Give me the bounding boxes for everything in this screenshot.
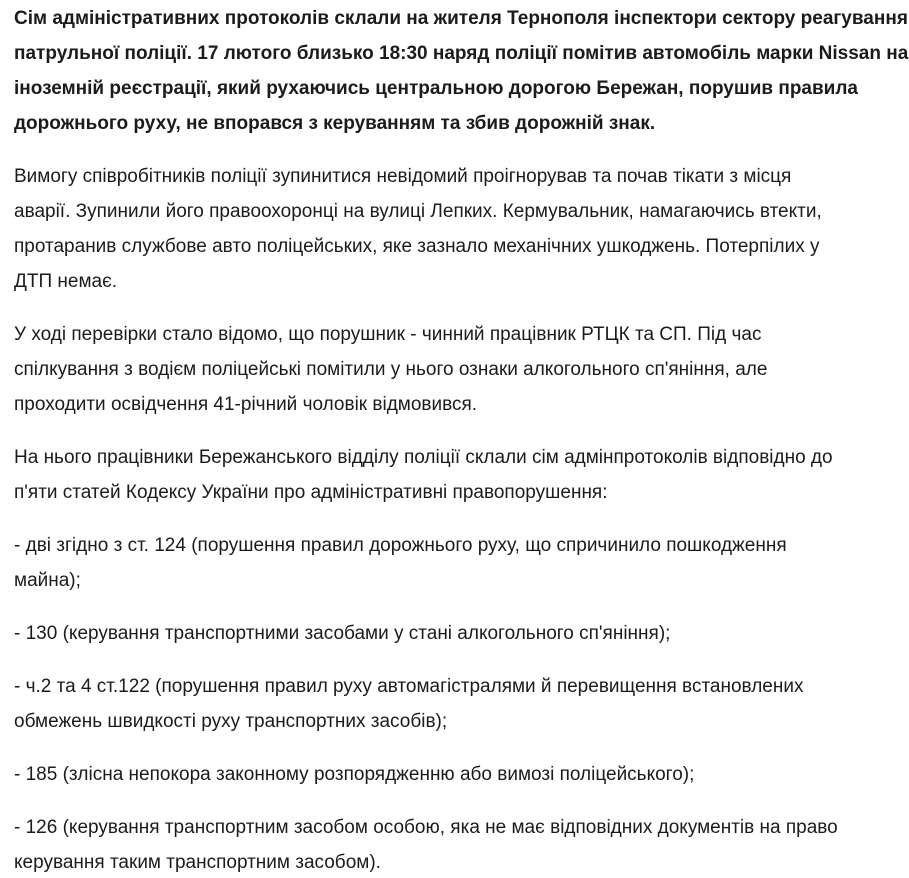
text-line: - 126 (керування транспортним засобом особою, яка не має відповідних документів на право (14, 817, 838, 838)
text-line: У ході перевірки стало відомо, що порушник - чинний працівник РТЦК та СП. Під час (14, 324, 762, 345)
list-item-article-185 (14, 757, 909, 792)
text-line: На нього працівники Бережанського відділу поліції склали сім адмінпротоколів відповідно до (14, 447, 833, 468)
text-line: спілкування з водієм поліцейські помітили у нього ознаки алкогольного сп'яніння, але (14, 359, 768, 380)
text-line: обмежень швидкості руху транспортних засобів); (14, 711, 448, 732)
lead-line: дорожнього руху, не впорався з керуванням та збив дорожній знак. (14, 113, 656, 134)
text-line: - 185 (злісна непокора законному розпорядженню або вимозі поліцейського); (14, 764, 695, 785)
paragraph-check (14, 317, 909, 422)
paragraph-escape (14, 159, 909, 299)
list-item-article-126 (14, 810, 909, 878)
list-item-article-130 (14, 616, 909, 651)
text-line: керування таким транспортним засобом). (14, 852, 381, 873)
lead-line: Сім адміністративних протоколів склали на жителя Тернополя інспектори сектору реагування (14, 8, 908, 29)
text-line: - дві згідно з ст. 124 (порушення правил дорожнього руху, що спричинило пошкодження (14, 535, 787, 556)
lead-line: патрульної поліції. 17 лютого близько 18:30 наряд поліції помітив автомобіль марки Nissan на (14, 43, 909, 64)
text-line: проходити освідчення 41-річний чоловік відмовився. (14, 394, 478, 415)
paragraph-protocols (14, 440, 909, 510)
list-item-article-122 (14, 669, 909, 739)
lead-paragraph (14, 1, 909, 141)
text-line: Вимогу співробітників поліції зупинитися невідомий проігнорував та почав тікати з місця (14, 166, 792, 187)
text-line: ДТП немає. (14, 271, 118, 292)
list-item-article-124 (14, 528, 909, 598)
text-line: п'яти статей Кодексу України про адміністративні правопорушення: (14, 482, 608, 503)
text-line: аварії. Зупинили його правоохоронці на вулиці Лепких. Кермувальник, намагаючись втекти, (14, 201, 822, 222)
lead-line: іноземній реєстрації, який рухаючись центральною дорогою Бережан, порушив правила (14, 78, 858, 99)
text-line: - 130 (керування транспортними засобами у стані алкогольного сп'яніння); (14, 623, 671, 644)
text-line: протаранив службове авто поліцейських, яке зазнало механічних ушкоджень. Потерпілих у (14, 236, 820, 257)
text-line: - ч.2 та 4 ст.122 (порушення правил руху автомагістралями й перевищення встановлених (14, 676, 804, 697)
text-line: майна); (14, 570, 81, 591)
